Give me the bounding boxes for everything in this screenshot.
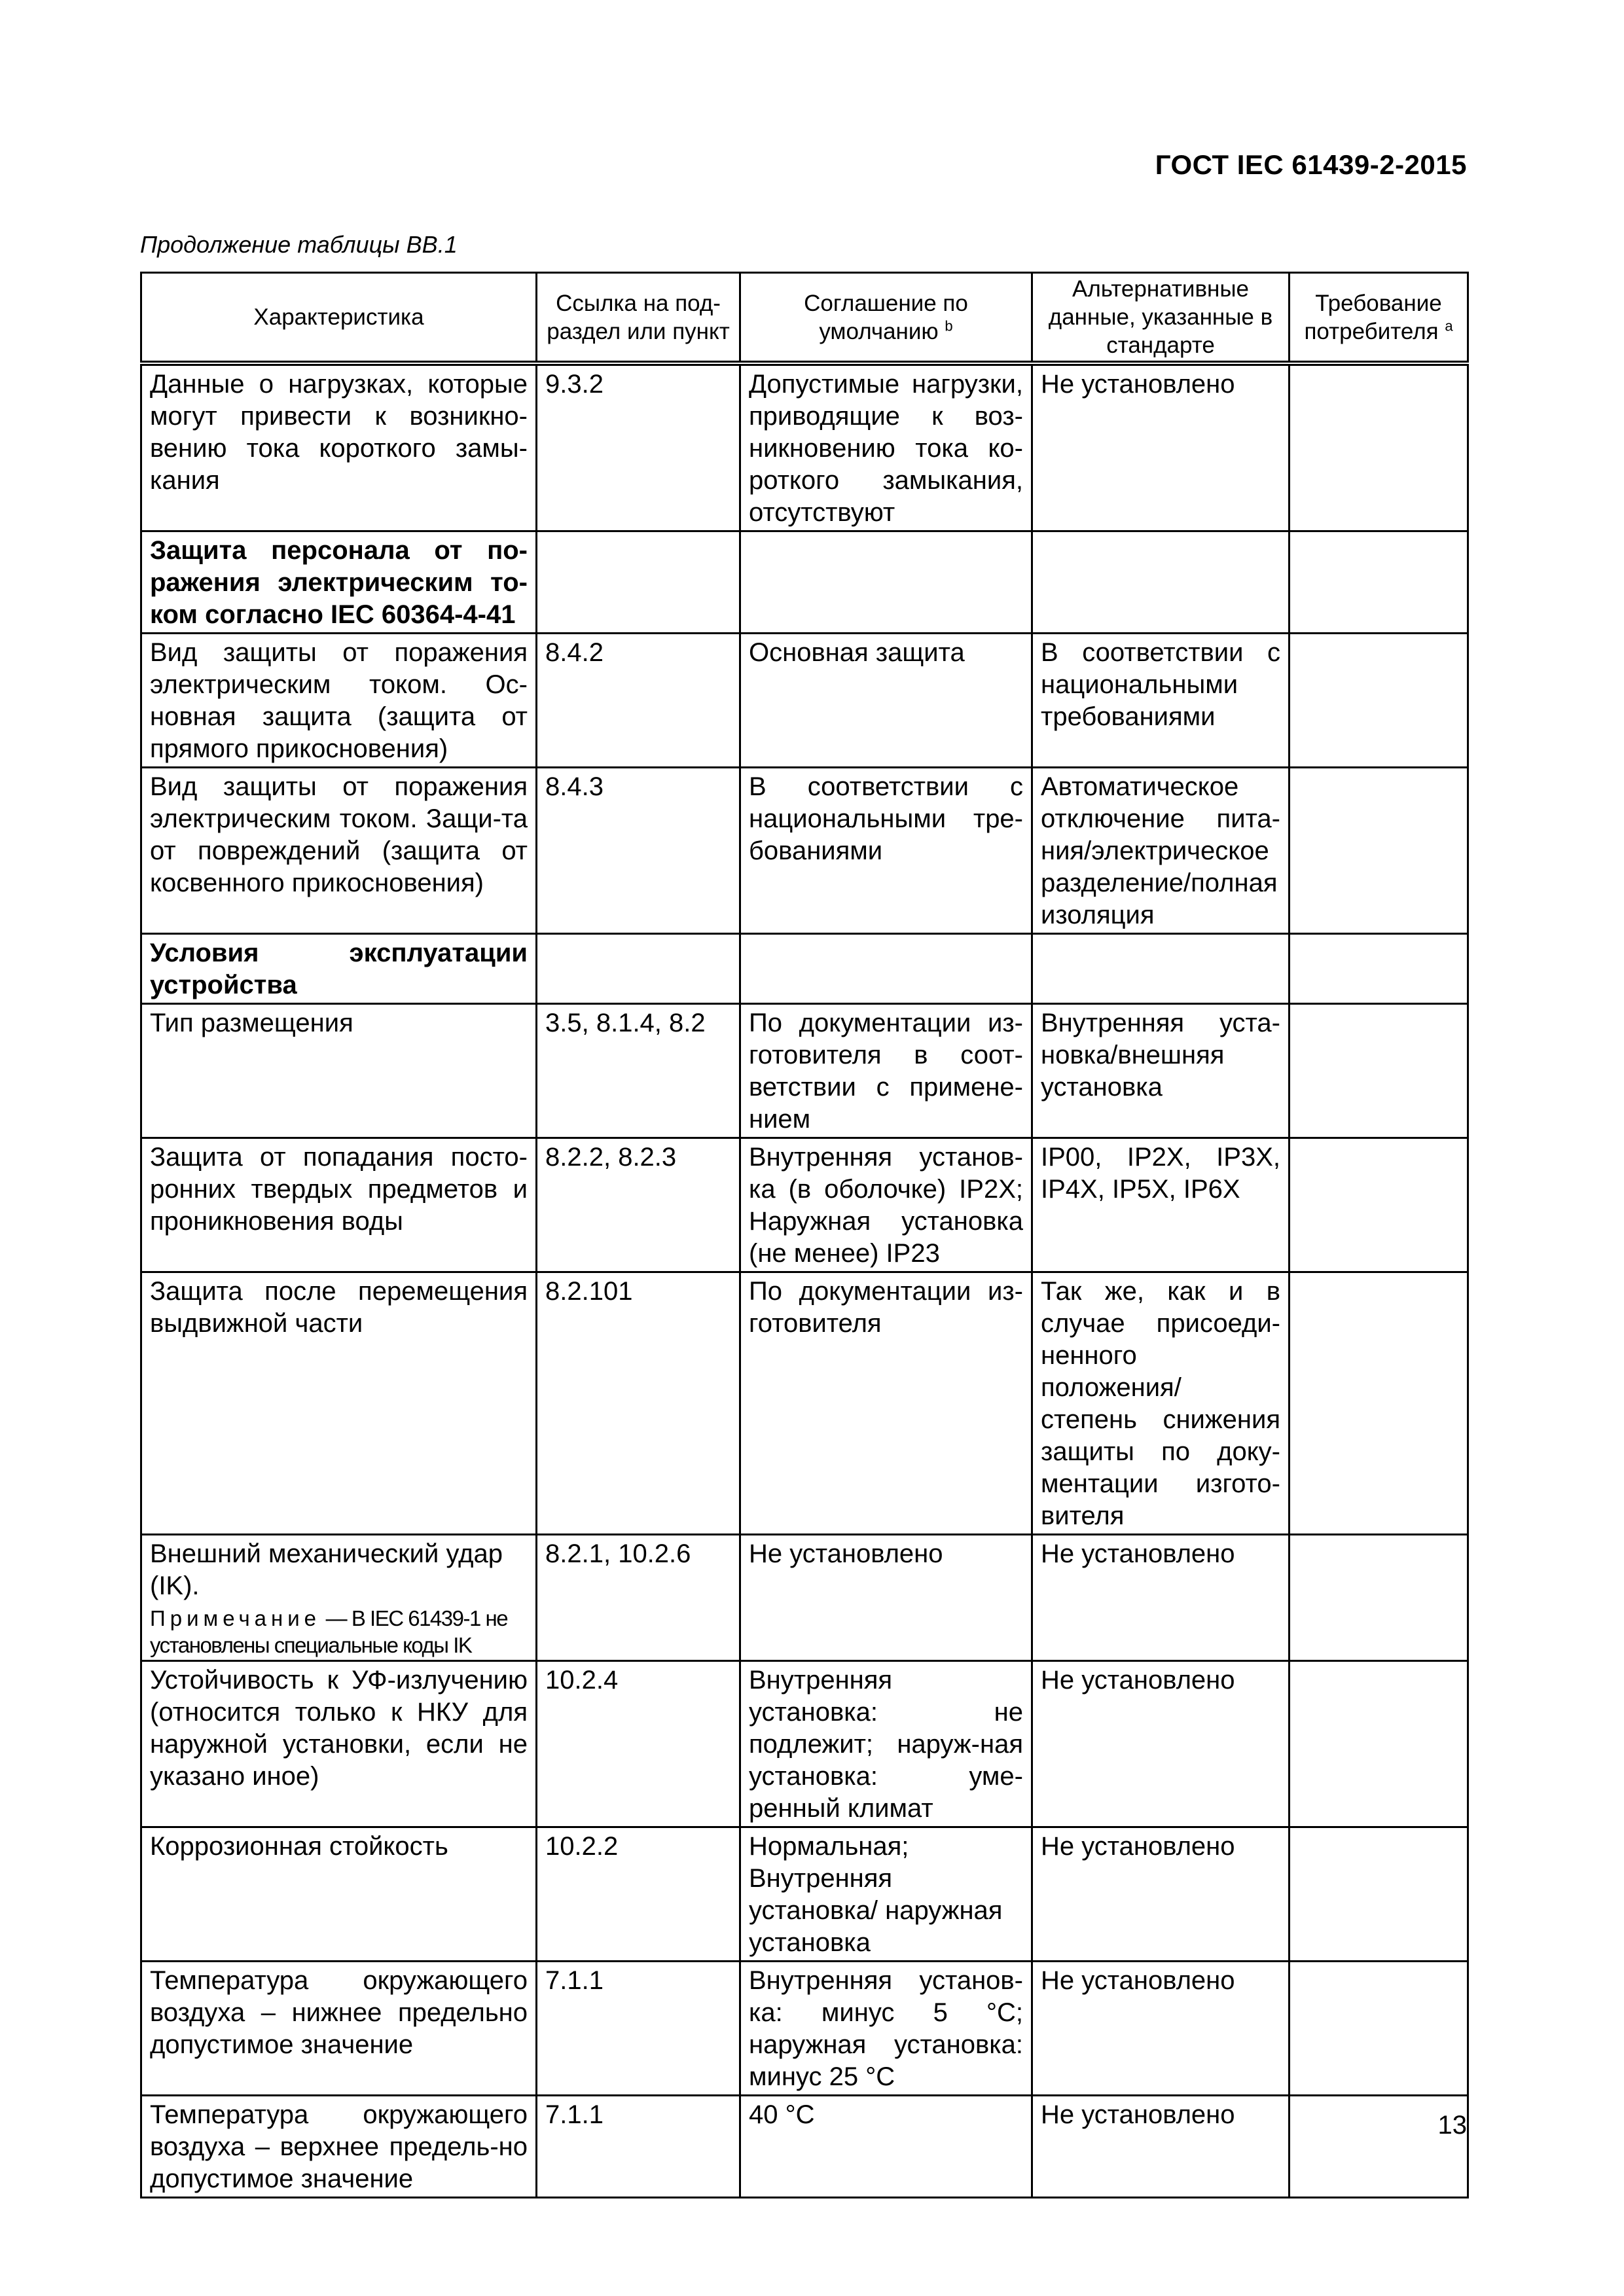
table-row (141, 363, 1468, 531)
column-header-user-requirement: Требование потребителя $^a$ (1290, 273, 1468, 364)
cell-default: 40 °С (740, 2096, 1032, 2198)
table-row (141, 2096, 1468, 2198)
cell-reference: 9.3.2 (537, 363, 740, 531)
cell-user-requirement (1290, 1272, 1468, 1535)
cell-characteristic: Устойчивость к УФ-излучению (относится только к НКУ для наружной установки, если не указано иное) (141, 1661, 537, 1827)
page-number: 13 (1437, 2111, 1467, 2140)
cell-reference: 3.5, 8.1.4, 8.2 (537, 1004, 740, 1138)
cell-default: По документации из-готовителя в соот-ветствии с примене-нием (740, 1004, 1032, 1138)
table-row (141, 768, 1468, 934)
cell-characteristic: Вид защиты от поражения электрическим током. Ос-новная защита (защита от прямого прикосновения) (141, 634, 537, 768)
cell-default: По документации из-готовителя (740, 1272, 1032, 1535)
cell-alternatives: Внутренняя уста-новка/внешняя установка (1032, 1004, 1290, 1138)
cell-alternatives: Не установлено (1032, 1827, 1290, 1962)
cell-reference: 8.2.2, 8.2.3 (537, 1138, 740, 1272)
table-section-row (141, 934, 1468, 1004)
cell-reference: 10.2.2 (537, 1827, 740, 1962)
cell-user-requirement (1290, 934, 1468, 1004)
cell-default: В соответствии с национальными тре-бованиями (740, 768, 1032, 934)
cell-reference: 8.4.3 (537, 768, 740, 934)
footnote-marker-b: b (945, 317, 953, 334)
cell-user-requirement (1290, 1138, 1468, 1272)
cell-characteristic: Тип размещения (141, 1004, 537, 1138)
note-label: Примечание (150, 1606, 321, 1630)
cell-default: Внутренняя установ-ка (в оболочке) IP2X; Наружная установка (не менее) IP23 (740, 1138, 1032, 1272)
cell-characteristic: Вид защиты от поражения электрическим током. Защи-та от повреждений (защита от косвенного прикосновения) (141, 768, 537, 934)
cell-reference: 7.1.1 (537, 1962, 740, 2096)
cell-user-requirement (1290, 1827, 1468, 1962)
document-id: ГОСТ IEC 61439-2-2015 (1155, 149, 1467, 180)
column-header-default: Соглашение по умолчанию $^b$ (740, 273, 1032, 364)
cell-reference: 8.4.2 (537, 634, 740, 768)
specification-table-container (140, 272, 1467, 2198)
cell-characteristic: Данные о нагрузках, которые могут привести к возникно-вению тока короткого замы-кания (141, 363, 537, 531)
note-text: — В IEC 61439-1 не установлены специальные коды IK (150, 1606, 508, 1657)
section-heading: Защита персонала от по-ражения электрическим то-ком согласно IEC 60364-4-41 (141, 531, 537, 634)
cell-default (740, 531, 1032, 634)
table-row (141, 1827, 1468, 1962)
cell-alternatives: Не установлено (1032, 1962, 1290, 2096)
table-caption: Продолжение таблицы ВВ.1 (140, 231, 458, 258)
cell-characteristic: Коррозионная стойкость (141, 1827, 537, 1962)
cell-alternatives: Не установлено (1032, 2096, 1290, 2198)
cell-alternatives: В соответствии с национальными требованиями (1032, 634, 1290, 768)
cell-characteristic: Температура окружающего воздуха – нижнее предельно допустимое значение (141, 1962, 537, 2096)
cell-user-requirement (1290, 1661, 1468, 1827)
cell-user-requirement (1290, 768, 1468, 934)
cell-default: Допустимые нагрузки, приводящие к воз-никновению тока ко-роткого замыкания, отсутствуют (740, 363, 1032, 531)
cell-reference: 10.2.4 (537, 1661, 740, 1827)
cell-reference (537, 934, 740, 1004)
table-row (141, 1138, 1468, 1272)
cell-characteristic: Защита от попадания посто-ронних твердых предметов и проникновения воды (141, 1138, 537, 1272)
table-row (141, 1962, 1468, 2096)
cell-alternatives: Не установлено (1032, 363, 1290, 531)
cell-alternatives: Не установлено (1032, 1661, 1290, 1827)
cell-reference: 7.1.1 (537, 2096, 740, 2198)
specification-table (140, 272, 1469, 2198)
cell-alternatives: Автоматическое отключение пита-ния/электрическое разделение/полная изоляция (1032, 768, 1290, 934)
cell-reference (537, 531, 740, 634)
cell-reference: 8.2.1, 10.2.6 (537, 1535, 740, 1661)
cell-user-requirement (1290, 363, 1468, 531)
cell-user-requirement (1290, 634, 1468, 768)
column-header-alternatives: Альтернативные данные, указанные в стандарте (1032, 273, 1290, 364)
section-heading: Условия эксплуатации устройства (141, 934, 537, 1004)
cell-default (740, 934, 1032, 1004)
characteristic-text: Внешний механический удар (IK). (150, 1539, 503, 1600)
cell-default: Нормальная; Внутренняя установка/ наружная установка (740, 1827, 1032, 1962)
table-row (141, 1535, 1468, 1661)
cell-user-requirement (1290, 1962, 1468, 2096)
cell-default: Внутренняя установ-ка: минус 5 °С; наружная установка: минус 25 °С (740, 1962, 1032, 2096)
table-row (141, 1661, 1468, 1827)
cell-alternatives: Не установлено (1032, 1535, 1290, 1661)
footnote-marker-a: a (1445, 317, 1453, 334)
cell-reference: 8.2.101 (537, 1272, 740, 1535)
cell-characteristic (141, 1535, 537, 1661)
cell-user-requirement (1290, 1004, 1468, 1138)
column-header-reference: Ссылка на под-раздел или пункт (537, 273, 740, 364)
column-header-characteristic: Характеристика (141, 273, 537, 364)
table-header-row (141, 273, 1468, 364)
cell-default: Внутренняя установка: не подлежит; наруж-ная установка: уме-ренный климат (740, 1661, 1032, 1827)
cell-default: Основная защита (740, 634, 1032, 768)
table-row (141, 1004, 1468, 1138)
cell-characteristic: Защита после перемещения выдвижной части (141, 1272, 537, 1535)
cell-default: Не установлено (740, 1535, 1032, 1661)
cell-characteristic: Температура окружающего воздуха – верхнее предель-но допустимое значение (141, 2096, 537, 2198)
cell-user-requirement (1290, 1535, 1468, 1661)
table-section-row (141, 531, 1468, 634)
table-note (150, 1605, 528, 1659)
cell-alternatives (1032, 934, 1290, 1004)
table-row (141, 634, 1468, 768)
table-row (141, 1272, 1468, 1535)
cell-alternatives: IP00, IP2X, IP3X, IP4X, IP5X, IP6X (1032, 1138, 1290, 1272)
cell-alternatives: Так же, как и в случае присоеди-ненного положения/ степень снижения защиты по доку-ментации изгото-вителя (1032, 1272, 1290, 1535)
cell-alternatives (1032, 531, 1290, 634)
cell-user-requirement (1290, 531, 1468, 634)
